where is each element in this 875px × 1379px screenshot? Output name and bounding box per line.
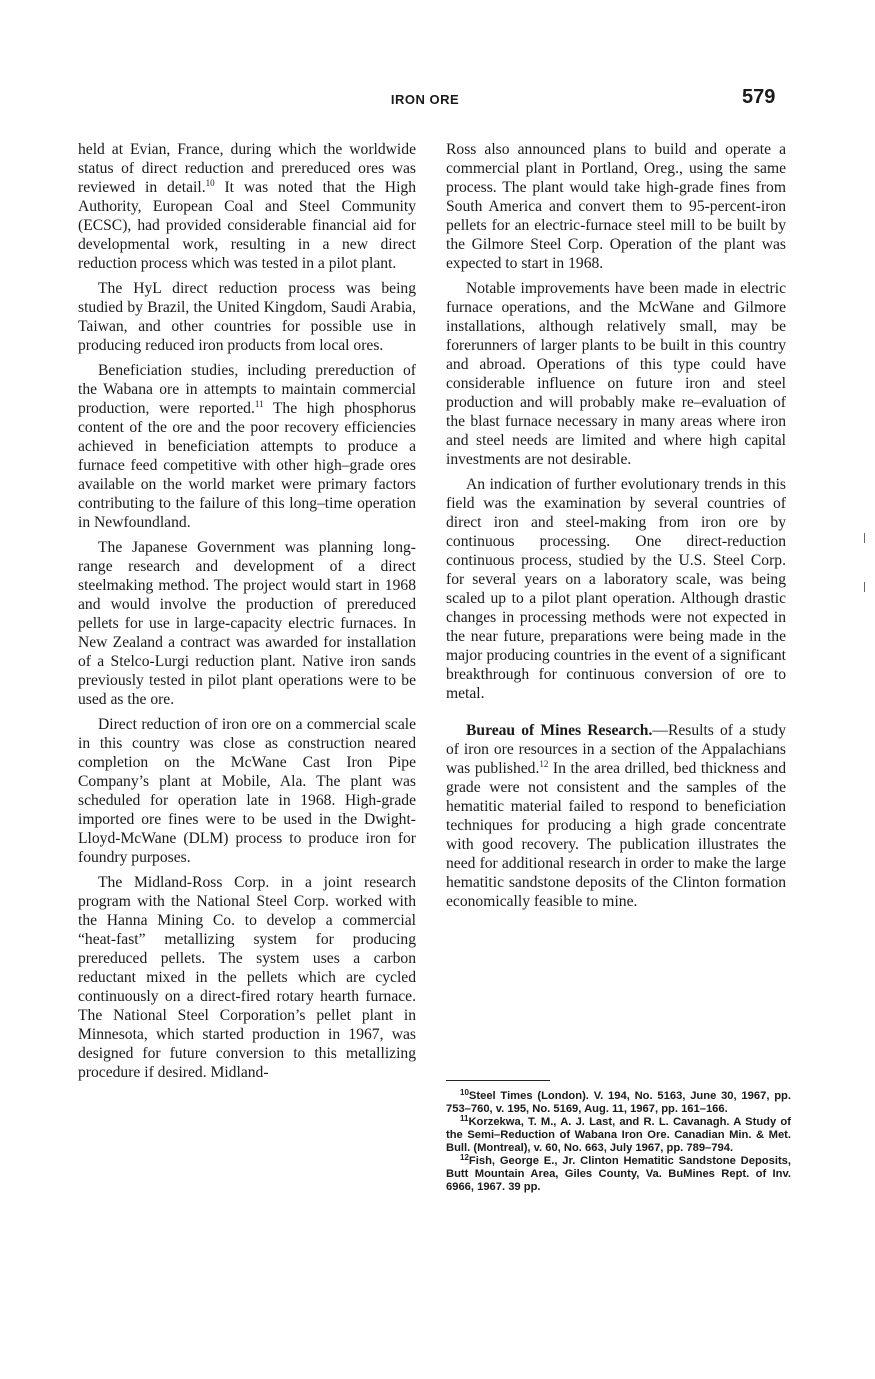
paragraph: Ross also announced plans to build and operate a commercial plant in Portland, Oreg., using the same process. The plant would take high-grade fines from South America and convert them to 95-percent-iron pellets for an electric-furnace steel mill to be built by the Gilmore Steel Corp. Operation of the plant was expected to start in 1968. — [446, 141, 786, 272]
paragraph: An indication of further evolutionary trends in this field was the examination by several countries of direct iron and steel-making from iron ore by continuous processing. One direct-reduction continuous process, studied by the U.S. Steel Corp. for several years on a laboratory scale, was being scaled up to a pilot plant operation. Although drastic changes in processing methods were not expected in the near future, preparations were being made in the major producing countries in the event of a significant breakthrough for continuous conversion of ore to metal. — [446, 476, 786, 702]
right-column — [446, 140, 786, 911]
running-header-title: IRON ORE — [390, 92, 460, 107]
footnote-rule — [446, 1080, 550, 1081]
section-heading: Bureau of Mines Research. — [466, 722, 653, 739]
footnotes — [446, 1090, 791, 1194]
footnote: $^{12}$Fish, George E., Jr. Clinton Hematitic Sandstone Deposits, Butt Mountain Area, Giles County, Va. BuMines Rept. of Inv. 6966, 1967. 39 pp. — [446, 1153, 791, 1193]
paragraph: Notable improvements have been made in electric furnace operations, and the McWane and Gilmore installations, although relatively small, may be forerunners of larger plants to be built in this country and abroad. Operations of this type could have considerable influence on future iron and steel production and will probably make re–evaluation of the blast furnace necessary in many areas where iron and steel needs are limited and where high capital investments are not desirable. — [446, 280, 786, 468]
footnote-ref: 12 — [539, 759, 549, 769]
paragraph: Beneficiation studies, including prereduction of the Wabana ore in attempts to maintain commercial production, were reported.$^{11}$ The high phosphorus content of the ore and the poor recovery efficiencies achieved in beneficiation attempts to produce a furnace feed competitive with other high–grade ores available on the world market were primary factors contributing to the failure of this long–time operation in Newfoundland. — [78, 362, 416, 531]
research-section: Bureau of Mines Research.—Results of a study of iron ore resources in a section of the Appalachians was published.$^{12}$ In the area drilled, bed thickness and grade were not consistent and the samples of the hematitic material failed to respond to beneficiation techniques for producing a high grade concentrate with good recovery. The publication illustrates the need for additional research in order to make the large hematitic sandstone deposits of the Clinton formation economically feasible to mine. — [446, 722, 786, 910]
margin-mark — [864, 582, 865, 592]
margin-mark — [864, 533, 865, 543]
paragraph: held at Evian, France, during which the worldwide status of direct reduction and prereduced ores was reviewed in detail.$^{10}$ It was noted that the High Authority, European Coal and Steel Community (ECSC), had provided considerable financial aid for developmental work, resulting in a new direct reduction process which was tested in a pilot plant. — [78, 141, 416, 272]
paragraph: Direct reduction of iron ore on a commercial scale in this country was close as construction neared completion on the McWane Cast Iron Pipe Company’s plant at Mobile, Ala. The plant was scheduled for operation late in 1968. High-grade imported ore fines were to be used in the Dwight-Lloyd-McWane (DLM) process to produce iron for foundry purposes. — [78, 716, 416, 866]
footnote: $^{11}$Korzekwa, T. M., A. J. Last, and R. L. Cavanagh. A Study of the Semi–Reduction of Wabana Iron Ore. Canadian Min. & Met. Bull. (Montreal), v. 60, No. 663, July 1967, pp. 789–794. — [446, 1114, 791, 1154]
paragraph: The Japanese Government was planning long-range research and development of a direct steelmaking method. The project would start in 1968 and would involve the production of prereduced pellets for use in large-capacity electric furnaces. In New Zealand a contract was awarded for installation of a Stelco-Lurgi reduction plant. Native iron sands previously tested in pilot plant operations were to be used as the ore. — [78, 539, 416, 708]
footnote-ref: 11 — [254, 399, 264, 409]
paragraph: The Midland-Ross Corp. in a joint research program with the National Steel Corp. worked with the Hanna Mining Co. to develop a commercial “heat-fast” metallizing system for producing prereduced pellets. The system uses a carbon reductant mixed in the pellets which are cycled continuously on a direct-fired rotary hearth furnace. The National Steel Corporation’s pellet plant in Minnesota, which started production in 1967, was designed for future conversion to this metallizing procedure if desired. Midland- — [78, 874, 416, 1081]
footnote-ref: 10 — [205, 178, 215, 188]
page-number: 579 — [742, 86, 776, 108]
paragraph: The HyL direct reduction process was being studied by Brazil, the United Kingdom, Saudi Arabia, Taiwan, and other countries for possible use in producing reduced iron products from local ores. — [78, 280, 416, 354]
left-column — [78, 140, 416, 1082]
footnote: $^{10}$Steel Times (London). V. 194, No. 5163, June 30, 1967, pp. 753–760, v. 195, No. 5169, Aug. 11, 1967, pp. 161–166. — [446, 1088, 791, 1115]
